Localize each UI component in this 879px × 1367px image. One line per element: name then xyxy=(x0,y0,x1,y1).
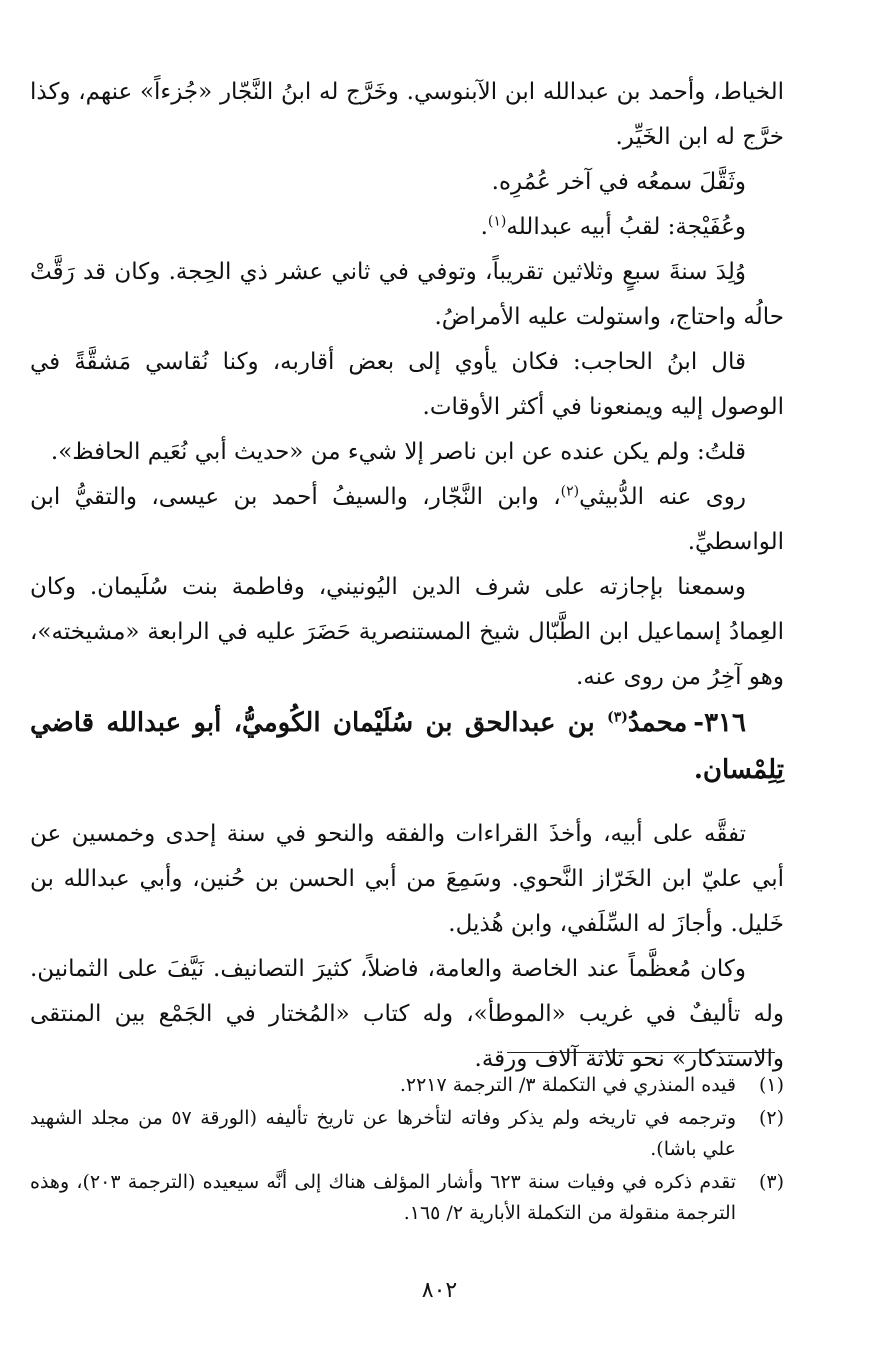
entry-name: محمدُ xyxy=(627,708,688,738)
footnote-text: وترجمه في تاريخه ولم يذكر وفاته لتأخرها عن تاريخ تأليفه (الورقة ٥٧ من مجلد الشهيد علي باشا). xyxy=(30,1107,736,1160)
paragraph: تفقَّه على أبيه، وأخذَ القراءات والفقه والنحو في سنة إحدى وخمسين عن أبي عليّ ابن الخَرّاز النَّحوي. وسَمِعَ من أبي الحسن بن حُنين، وأبي عبدالله بن خَليل. وأجازَ له السِّلَفي، وابن هُذيل. xyxy=(30,821,784,937)
paragraph: وسمعنا بإجازته على شرف الدين اليُونيني، وفاطمة بنت سُلَيمان. وكان العِمادُ إسماعيل ابن الطَّبّال شيخ المستنصرية حَضَرَ عليه في الرابعة «مشيخته»، وهو آخِرُ من روى عنه. xyxy=(30,574,784,690)
entry-number: ٣١٦- xyxy=(693,708,746,738)
paragraph: قلتُ: ولم يكن عنده عن ابن ناصر إلا شيء من «حديث أبي نُعَيم الحافظ». xyxy=(50,439,746,465)
paragraph-text: وعُفَيْجة: لقبُ أبيه عبدالله xyxy=(506,214,746,240)
footnote-number: (٢) xyxy=(758,1107,784,1129)
paragraph-text-end: . xyxy=(480,214,488,240)
paragraph: وكان مُعظَّماً عند الخاصة والعامة، فاضلاً، كثيرَ التصانيف. نَيَّفَ على الثمانين. وله تأليفٌ في غريب «الموطأ»، وله كتاب «المُختار في الجَمْع بين المنتقى والاستذكار» نحو ثلاثة آلاف ورقة. xyxy=(30,956,784,1072)
footnote-divider xyxy=(507,1052,775,1053)
footnote xyxy=(30,1167,784,1229)
entry-name-rest: بن عبدالحق بن سُلَيْمان الكُوميُّ، أبو عبدالله قاضي تِلِمْسان. xyxy=(30,708,784,785)
paragraph: وُلِدَ سنةَ سبعٍ وثلاثين تقريباً، وتوفي في ثاني عشر ذي الحِجة. وكان قد رَقَّتْ حالُه واحتاج، واستولت عليه الأمراضُ. xyxy=(30,259,784,330)
paragraph: الخياط، وأحمد بن عبدالله ابن الآبنوسي. وخَرَّج له ابنُ النَّجّار «جُزءاً» عنهم، وكذا خرَّج له ابن الخَيِّر. xyxy=(30,79,784,150)
footnote-ref: (٢) xyxy=(560,483,580,500)
main-text xyxy=(30,70,784,1082)
paragraph-text: روى عنه الدُّبيثي xyxy=(579,484,746,510)
footnote-ref: (١) xyxy=(487,213,507,230)
paragraph-text-end: ، وابن النَّجّار، والسيفُ أحمد بن عيسى، والتقيُّ ابن الواسطيِّ. xyxy=(30,484,784,555)
footnote-ref: (٣) xyxy=(607,709,628,726)
paragraph: قال ابنُ الحاجب: فكان يأوي إلى بعض أقاربه، وكنا نُقاسي مَشقَّةً في الوصول إليه ويمنعونا في أكثر الأوقات. xyxy=(30,349,784,420)
footnote-text: تقدم ذكره في وفيات سنة ٦٢٣ وأشار المؤلف هناك إلى أنَّه سيعيده (الترجمة ٢٠٣)، وهذه الترجمة منقولة من التكملة الأبارية ٢/ ١٦٥. xyxy=(30,1171,736,1224)
page-number: ٨٠٢ xyxy=(421,1278,458,1303)
footnotes xyxy=(30,1070,784,1231)
paragraph: وثَقَّلَ سمعُه في آخر عُمُرِه. xyxy=(491,169,746,195)
footnote-number: (١) xyxy=(758,1074,784,1096)
footnote xyxy=(30,1103,784,1165)
entry-heading xyxy=(30,700,784,794)
footnote xyxy=(30,1070,784,1101)
footnote-number: (٣) xyxy=(758,1171,784,1193)
paragraph xyxy=(30,475,784,565)
paragraph xyxy=(30,205,784,250)
footnote-text: قيده المنذري في التكملة ٣/ الترجمة ٢٢١٧. xyxy=(399,1074,736,1096)
